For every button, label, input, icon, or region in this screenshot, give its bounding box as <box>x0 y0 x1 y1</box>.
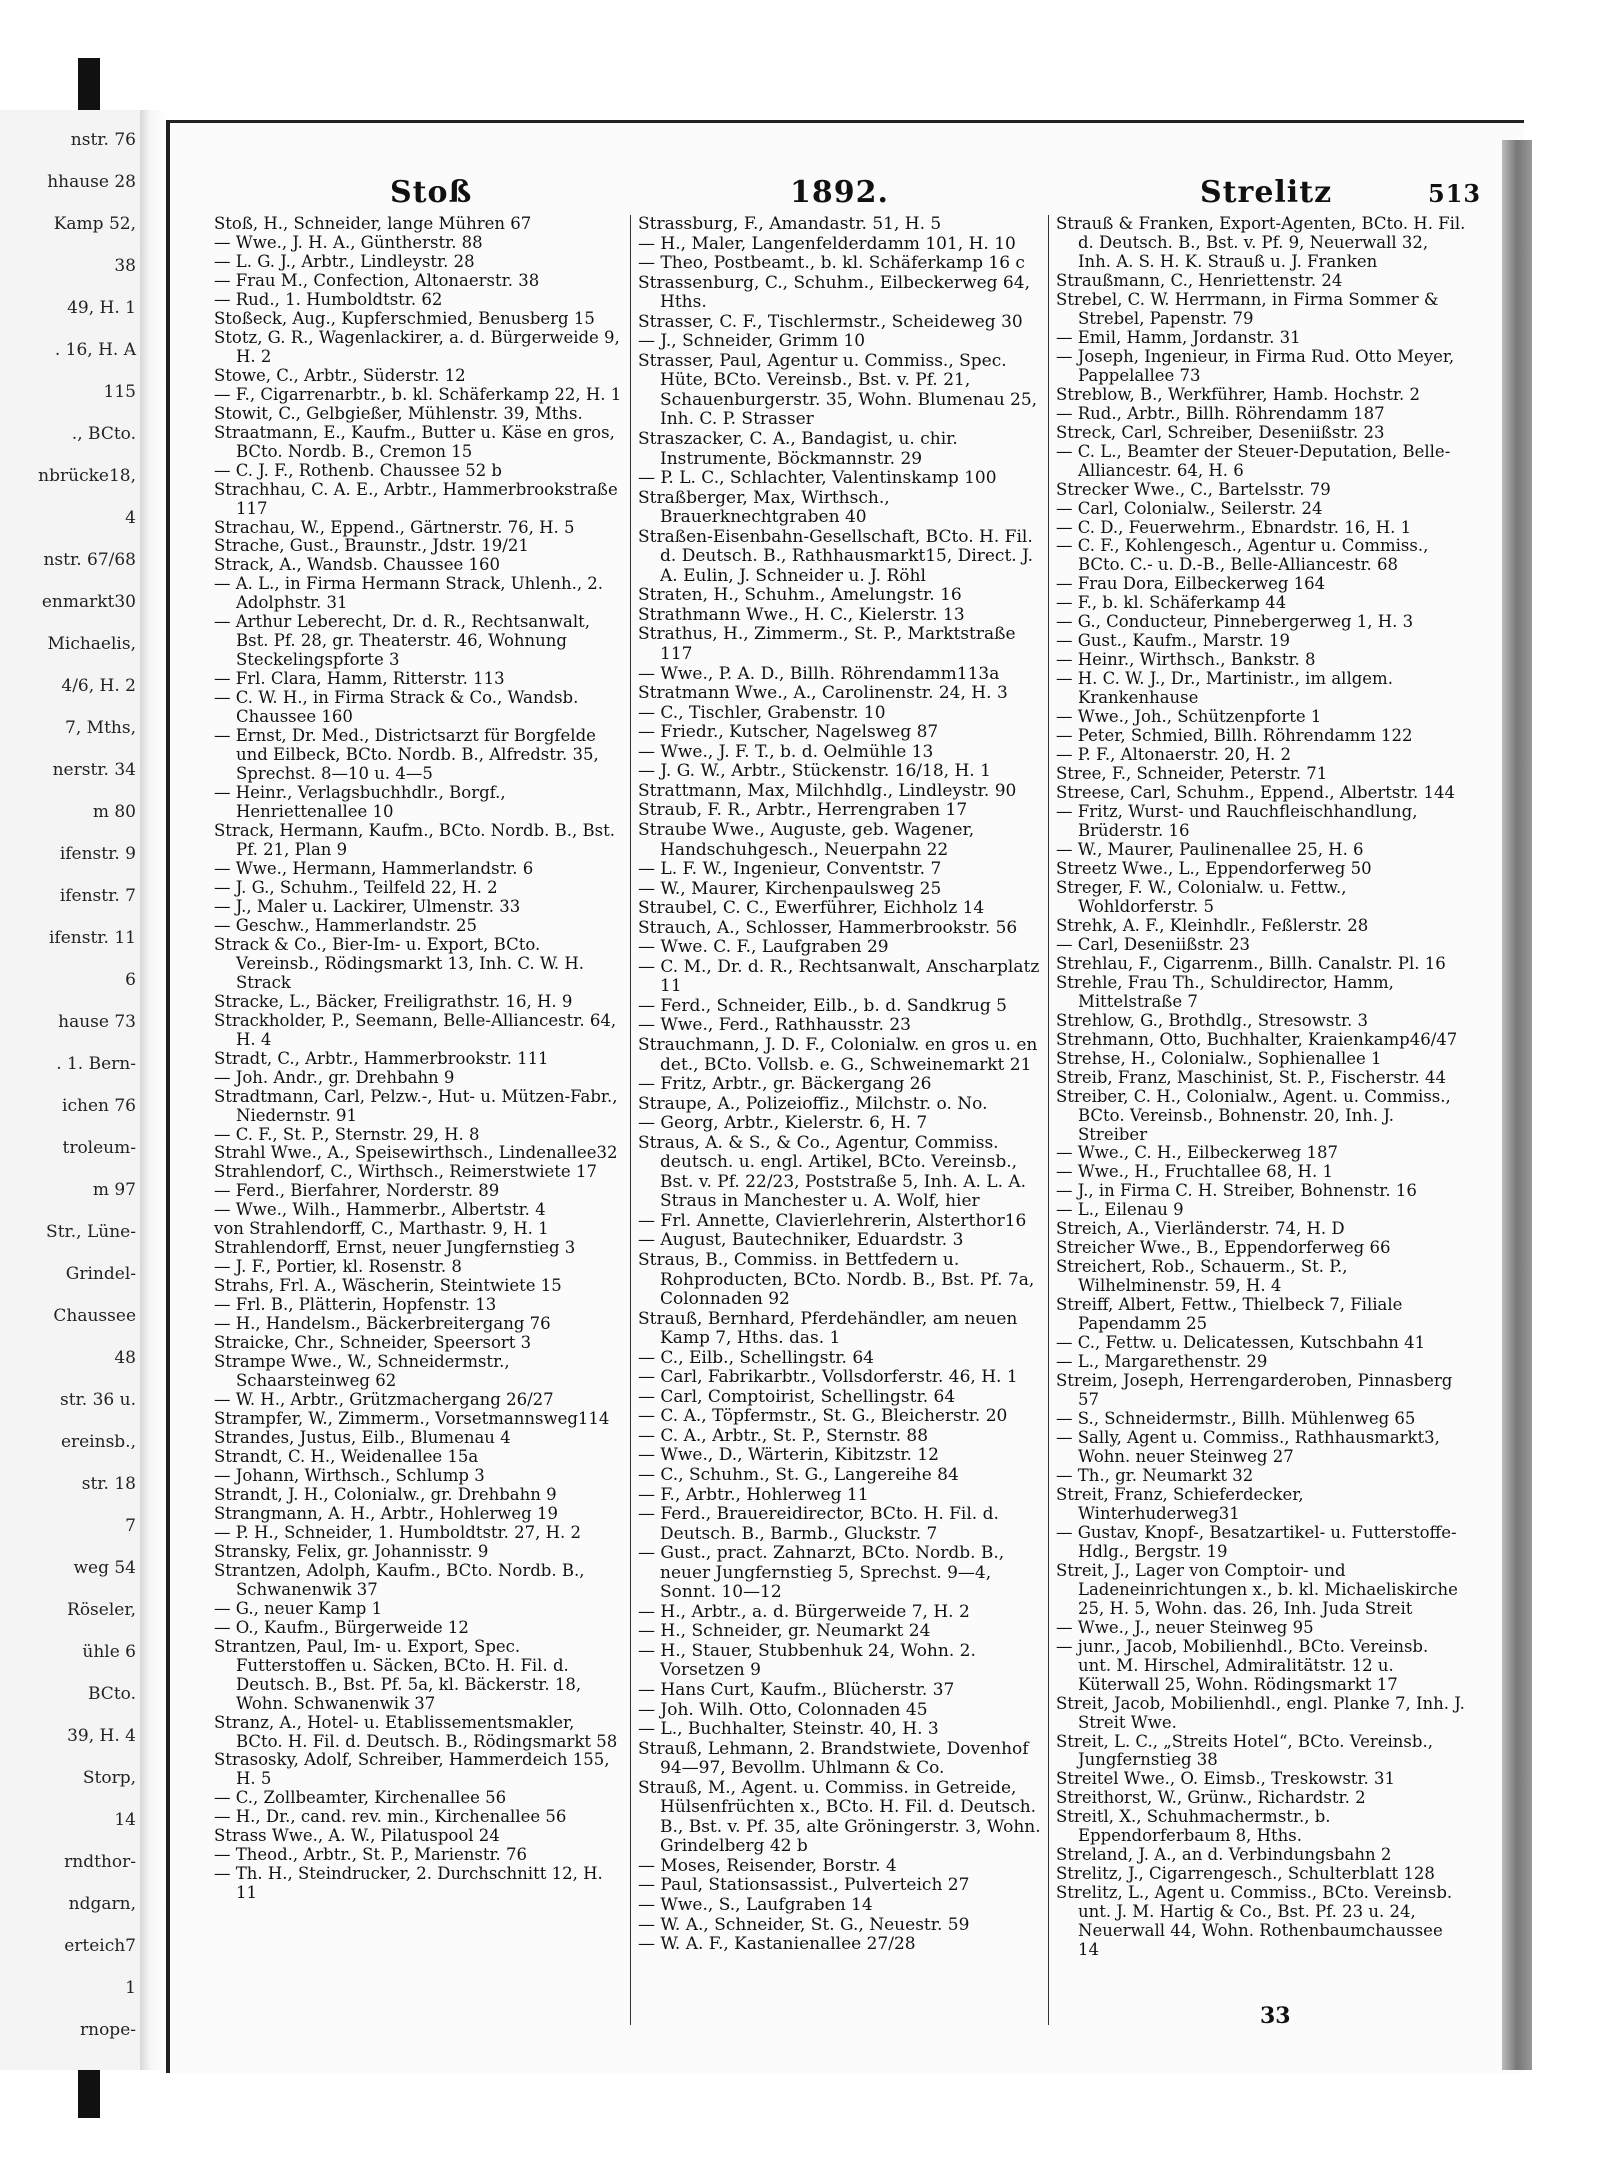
directory-entry: — C. D., Feuerwehrm., Ebnardstr. 16, H. 1 <box>1056 517 1412 537</box>
previous-page-line: weg 54 <box>73 1558 136 1578</box>
directory-entry: — Theo, Postbeamt., b. kl. Schäferkamp 16 c <box>638 253 1025 274</box>
previous-page-line: 49, H. 1 <box>67 298 136 318</box>
directory-page <box>166 120 1524 2073</box>
directory-entry: Streib, Franz, Maschinist, St. P., Fischerstr. 44 <box>1056 1067 1447 1087</box>
directory-entry: — W. H., Arbtr., Grützmachergang 26/27 <box>214 1390 554 1410</box>
header-right-catchword: Strelitz <box>1200 175 1333 210</box>
directory-entry: Straubel, C. C., Ewerführer, Eichholz 14 <box>638 898 985 919</box>
directory-entry: — Wwe., P. A. D., Billh. Röhrendamm113a <box>638 663 1000 684</box>
directory-entry: Straupe, A., Polizeioffiz., Milchstr. o. No. <box>638 1093 988 1114</box>
directory-entry: — H., Arbtr., a. d. Bürgerweide 7, H. 2 <box>638 1601 970 1622</box>
directory-entry: Strack, A., Wandsb. Chaussee 160 <box>214 555 501 575</box>
directory-entry: — Heinr., Verlagsbuchhdlr., Borgf., Henriettenallee 10 <box>214 783 506 822</box>
previous-page-line: Str., Lüne- <box>46 1222 136 1242</box>
previous-page-line: . 1. Bern- <box>56 1054 136 1074</box>
directory-entry: — L. F. W., Ingenieur, Conventstr. 7 <box>638 859 942 880</box>
directory-entry: — Ferd., Bierfahrer, Norderstr. 89 <box>214 1181 500 1201</box>
directory-entry: — C., Eilb., Schellingstr. 64 <box>638 1347 874 1368</box>
directory-entry: Strahlendorff, Ernst, neuer Jungfernstieg 3 <box>214 1238 576 1258</box>
directory-entry: Strassenburg, C., Schuhm., Eilbeckerweg 64, Hths. <box>638 272 1030 313</box>
directory-entry: — Peter, Schmied, Billh. Röhrendamm 122 <box>1056 726 1413 746</box>
directory-entry: — S., Schneidermstr., Billh. Mühlenweg 65 <box>1056 1409 1416 1429</box>
directory-entry: Strahs, Frl. A., Wäscherin, Steintwiete 15 <box>214 1276 562 1296</box>
directory-entry: Stree, F., Schneider, Peterstr. 71 <box>1056 764 1328 784</box>
directory-entry: — Ferd., Schneider, Eilb., b. d. Sandkrug 5 <box>638 995 1007 1016</box>
directory-entry: — C. W. H., in Firma Strack & Co., Wandsb. Chaussee 160 <box>214 688 579 727</box>
directory-entry: — O., Kaufm., Bürgerweide 12 <box>214 1617 469 1637</box>
directory-entry: Straube Wwe., Auguste, geb. Wagener, Handschuhgesch., Neuerpahn 22 <box>638 819 975 860</box>
directory-entry: Streit, L. C., „Streits Hotel“, BCto. Vereinsb., Jungfernstieg 38 <box>1056 1731 1433 1770</box>
directory-entry: — Joseph, Ingenieur, in Firma Rud. Otto Meyer, Pappelallee 73 <box>1056 346 1455 385</box>
directory-entry: — Emil, Hamm, Jordanstr. 31 <box>1056 327 1301 347</box>
directory-entry: Strecker Wwe., C., Bartelsstr. 79 <box>1056 479 1331 499</box>
directory-entry: Strandes, Justus, Eilb., Blumenau 4 <box>214 1428 511 1447</box>
directory-entry: — H., Handelsm., Bäckerbreitergang 76 <box>214 1314 551 1334</box>
directory-entry: Straatmann, E., Kaufm., Butter u. Käse en gros, BCto. Nordb. B., Cremon 15 <box>214 422 615 461</box>
page-edge-shadow <box>1502 140 1532 2070</box>
previous-page-line: ichen 76 <box>62 1096 136 1116</box>
directory-entry: — Rud., 1. Humboldtstr. 62 <box>214 289 443 309</box>
previous-page-line: Kamp 52, <box>53 214 136 234</box>
directory-entry: Strantzen, Paul, Im- u. Export, Spec. Futterstoffen u. Säcken, BCto. H. Fil. d. Deutsch. B., Bst. Pf. 5a, kl. Bäckerstr. 18, Wohn. Schwanenwik 37 <box>214 1636 582 1713</box>
previous-page-line: nbrücke18, <box>38 466 136 486</box>
directory-entry: Stowe, C., Arbtr., Süderstr. 12 <box>214 365 466 385</box>
directory-entry: Streetz Wwe., L., Eppendorferweg 50 <box>1056 858 1372 878</box>
previous-page-line: erteich7 <box>64 1936 136 1956</box>
previous-page-line: 38 <box>114 256 136 276</box>
directory-entry: Straten, H., Schuhm., Amelungstr. 16 <box>638 585 962 606</box>
directory-entry: — Wwe., H., Fruchtallee 68, H. 1 <box>1056 1162 1333 1182</box>
signature-mark: 33 <box>1260 2003 1291 2029</box>
previous-page-line: 7, Mths, <box>65 718 136 738</box>
directory-entry: — F., Cigarrenarbtr., b. kl. Schäferkamp 22, H. 1 <box>214 384 622 404</box>
directory-entry: Strelitz, J., Cigarrengesch., Schulterblatt 128 <box>1056 1864 1435 1884</box>
previous-page-line: str. 18 <box>81 1474 136 1494</box>
previous-page-line: nerstr. 34 <box>52 760 136 780</box>
directory-entry: Strasser, Paul, Agentur u. Commiss., Spec. Hüte, BCto. Vereinsb., Bst. v. Pf. 21, Schauenburgerstr. 35, Wohn. Blumenau 25, Inh. C. P. Strasser <box>638 350 1038 430</box>
directory-entry: Strehse, H., Colonialw., Sophienallee 1 <box>1056 1048 1382 1068</box>
previous-page-line: hause 73 <box>58 1012 136 1032</box>
directory-entry: Strandt, J. H., Colonialw., gr. Drehbahn 9 <box>214 1484 557 1504</box>
directory-entry: — Carl, Deseniißstr. 23 <box>1056 934 1250 954</box>
directory-entry: Streland, J. A., an d. Verbindungsbahn 2 <box>1056 1845 1392 1865</box>
directory-entry: Stransky, Felix, gr. Johannisstr. 9 <box>214 1541 489 1561</box>
directory-entry: — J., Maler u. Lackirer, Ulmenstr. 33 <box>214 896 521 916</box>
directory-entry: Streit, Jacob, Mobilienhdl., engl. Planke 7, Inh. J. Streit Wwe. <box>1056 1693 1465 1732</box>
directory-entry: Strauß, Bernhard, Pferdehändler, am neuen Kamp 7, Hths. das. 1 <box>638 1308 1018 1349</box>
directory-entry: Straßberger, Max, Wirthsch., Brauerknechtgraben 40 <box>638 487 890 528</box>
directory-entry: Stradt, C., Arbtr., Hammerbrookstr. 111 <box>214 1048 549 1068</box>
directory-entry: — Geschw., Hammerlandstr. 25 <box>214 915 478 935</box>
directory-entry: Strauch, A., Schlosser, Hammerbrookstr. 56 <box>638 917 1018 938</box>
previous-page-line: 7 <box>125 1516 136 1536</box>
directory-entry: — Gust., pract. Zahnarzt, BCto. Nordb. B., neuer Jungfernstieg 5, Sprechst. 9—4, Sonnt. 10—12 <box>638 1543 1005 1603</box>
page-header <box>170 175 1524 215</box>
directory-entry: Strahlendorf, C., Wirthsch., Reimerstwiete 17 <box>214 1162 597 1182</box>
directory-entry: Strauß, Lehmann, 2. Brandstwiete, Dovenhof 94—97, Bevollm. Uhlmann & Co. <box>638 1738 1029 1779</box>
directory-entry: — Wwe., C. H., Eilbeckerweg 187 <box>1056 1143 1338 1163</box>
directory-entry: — Carl, Fabrikarbtr., Vollsdorferstr. 46, H. 1 <box>638 1367 1018 1388</box>
directory-entry: Strangmann, A. H., Arbtr., Hohlerweg 19 <box>214 1503 558 1523</box>
directory-entry: Streblow, B., Werkführer, Hamb. Hochstr. 2 <box>1056 384 1420 404</box>
directory-entry: — C., Tischler, Grabenstr. 10 <box>638 702 886 723</box>
directory-entry: — Carl, Colonialw., Seilerstr. 24 <box>1056 498 1323 518</box>
directory-entry: — H., Dr., cand. rev. min., Kirchenallee 56 <box>214 1807 567 1827</box>
directory-entry: — L., Eilenau 9 <box>1056 1200 1184 1220</box>
directory-entry: Strack & Co., Bier-Im- u. Export, BCto. Vereinsb., Rödingsmarkt 13, Inh. C. W. H. Strack <box>214 934 585 992</box>
directory-entry: Stotz, G. R., Wagenlackirer, a. d. Bürgerweide 9, H. 2 <box>214 327 620 366</box>
directory-entry: Strachau, W., Eppend., Gärtnerstr. 76, H. 5 <box>214 517 575 537</box>
directory-entry: — G., neuer Kamp 1 <box>214 1598 383 1618</box>
directory-entry: — P. L. C., Schlachter, Valentinskamp 100 <box>638 468 997 489</box>
directory-entry: — W., Maurer, Paulinenallee 25, H. 6 <box>1056 839 1364 859</box>
directory-entry: — H., Maler, Langenfelderdamm 101, H. 10 <box>638 233 1016 254</box>
directory-entry: — Wwe., J. H. A., Güntherstr. 88 <box>214 232 483 252</box>
directory-entry: Strehmann, Otto, Buchhalter, Kraienkamp46/47 <box>1056 1029 1458 1049</box>
previous-page-line: ereinsb., <box>60 1432 136 1452</box>
directory-entry: Stoßeck, Aug., Kupferschmied, Benusberg 15 <box>214 308 595 328</box>
previous-page-line: nstr. 76 <box>70 130 136 150</box>
previous-page-line: 48 <box>114 1348 136 1368</box>
directory-entry: Strehlow, G., Brothdlg., Stresowstr. 3 <box>1056 1010 1369 1030</box>
directory-entry: — Carl, Comptoirist, Schellingstr. 64 <box>638 1386 956 1407</box>
directory-entry: Streiff, Albert, Fettw., Thielbeck 7, Filiale Papendamm 25 <box>1056 1295 1403 1334</box>
directory-entry: — C., Fettw. u. Delicatessen, Kutschbahn 41 <box>1056 1333 1426 1353</box>
previous-page-line: ifenstr. 7 <box>59 886 136 906</box>
directory-entry: — Wwe. C. F., Laufgraben 29 <box>638 937 889 958</box>
directory-entry: Strasosky, Adolf, Schreiber, Hammerdeich 155, H. 5 <box>214 1750 610 1789</box>
directory-entry: Straub, F. R., Arbtr., Herrengraben 17 <box>638 800 968 821</box>
previous-page-line: ndgarn, <box>68 1894 136 1914</box>
directory-entry: — Joh. Andr., gr. Drehbahn 9 <box>214 1067 455 1087</box>
previous-page-line: enmarkt30 <box>41 592 136 612</box>
directory-entry: — H., Stauer, Stubbenhuk 24, Wohn. 2. Vorsetzen 9 <box>638 1640 976 1681</box>
previous-page-line: ifenstr. 9 <box>59 844 136 864</box>
directory-entry: — Theod., Arbtr., St. P., Marienstr. 76 <box>214 1845 528 1865</box>
directory-entry: — F., Arbtr., Hohlerweg 11 <box>638 1484 869 1505</box>
directory-entry: Stranz, A., Hotel- u. Etablissementsmakler, BCto. H. Fil. d. Deutsch. B., Rödingsmarkt 58 <box>214 1712 618 1751</box>
directory-entry: — C. F., St. P., Sternstr. 29, H. 8 <box>214 1124 480 1144</box>
directory-entry: — Th. H., Steindrucker, 2. Durchschnitt 12, H. 11 <box>214 1864 603 1903</box>
directory-column-1 <box>214 215 624 1903</box>
directory-entry: — Gust., Kaufm., Marstr. 19 <box>1056 631 1290 651</box>
directory-entry: Streit, Franz, Schieferdecker, Winterhuderweg31 <box>1056 1484 1304 1523</box>
directory-entry: Stratmann Wwe., A., Carolinenstr. 24, H. 3 <box>638 683 1008 704</box>
directory-entry: — H. C. W. J., Dr., Martinistr., im allgem. Krankenhause <box>1056 669 1393 708</box>
previous-page-line: hhause 28 <box>47 172 136 192</box>
previous-page-line: 4 <box>125 508 136 528</box>
directory-entry: — C., Schuhm., St. G., Langereihe 84 <box>638 1465 959 1485</box>
directory-entry: — Wwe., Ferd., Rathhausstr. 23 <box>638 1015 911 1036</box>
directory-entry: — Frau M., Confection, Altonaerstr. 38 <box>214 270 540 290</box>
directory-entry: — J., in Firma C. H. Streiber, Bohnenstr. 16 <box>1056 1181 1417 1201</box>
directory-entry: Streit, J., Lager von Comptoir- und Ladeneinrichtungen x., b. kl. Michaeliskirche 25, H. 5, Wohn. das. 26, Inh. Juda Streit <box>1056 1560 1458 1618</box>
directory-entry: — G., Conducteur, Pinnebergerweg 1, H. 3 <box>1056 612 1414 632</box>
previous-page-line: str. 36 u. <box>59 1390 136 1410</box>
directory-entry: Stracke, L., Bäcker, Freiligrathstr. 16, H. 9 <box>214 991 573 1011</box>
column-rule <box>630 215 631 2025</box>
directory-entry: — J. G. W., Arbtr., Stückenstr. 16/18, H. 1 <box>638 761 991 782</box>
previous-page-line: Storp, <box>82 1768 136 1788</box>
directory-entry: — Wwe., J. F. T., b. d. Oelmühle 13 <box>638 741 934 762</box>
directory-entry: — F., b. kl. Schäferkamp 44 <box>1056 593 1287 613</box>
previous-page-line: 6 <box>125 970 136 990</box>
directory-entry: — Johann, Wirthsch., Schlump 3 <box>214 1465 485 1485</box>
directory-entry: Stradtmann, Carl, Pelzw.-, Hut- u. Mützen-Fabr., Niedernstr. 91 <box>214 1086 618 1125</box>
directory-entry: — Wwe., S., Laufgraben 14 <box>638 1895 873 1916</box>
directory-entry: — Wwe., D., Wärterin, Kibitzstr. 12 <box>638 1445 939 1466</box>
directory-entry: Strasser, C. F., Tischlermstr., Scheideweg 30 <box>638 311 1023 332</box>
directory-entry: von Strahlendorff, C., Marthastr. 9, H. 1 <box>214 1219 549 1239</box>
directory-entry: — Rud., Arbtr., Billh. Röhrendamm 187 <box>1056 403 1385 423</box>
directory-entry: — H., Schneider, gr. Neumarkt 24 <box>638 1621 931 1642</box>
directory-entry: — C. F., Kohlengesch., Agentur u. Commiss., BCto. C.- u. D.-B., Belle-Alliancestr. 68 <box>1056 536 1429 575</box>
directory-entry: Strattmann, Max, Milchhdlg., Lindleystr. 90 <box>638 780 1017 801</box>
previous-page-line: Michaelis, <box>47 634 136 654</box>
directory-entry: — junr., Jacob, Mobilienhdl., BCto. Vereinsb. unt. M. Hirschel, Admiralitätstr. 12 u. Küterwall 25, Wohn. Rödingsmarkt 17 <box>1056 1636 1429 1694</box>
previous-page-line: 39, H. 4 <box>67 1726 136 1746</box>
directory-entry: — Sally, Agent u. Commiss., Rathhausmarkt3, Wohn. neuer Steinweg 27 <box>1056 1428 1440 1466</box>
directory-entry: Stoß, H., Schneider, lange Mühren 67 <box>214 214 532 233</box>
directory-entry: Strampe Wwe., W., Schneidermstr., Schaarsteinweg 62 <box>214 1352 510 1391</box>
directory-entry: — W., Maurer, Kirchenpaulsweg 25 <box>638 878 942 899</box>
directory-entry: — Ernst, Dr. Med., Districtsarzt für Borgfelde und Eilbeck, BCto. Nordb. B., Alfredstr. 35, Sprechst. 8—10 u. 4—5 <box>214 726 599 784</box>
directory-entry: Streitel Wwe., O. Eimsb., Treskowstr. 31 <box>1056 1769 1395 1789</box>
directory-entry: Strelitz, L., Agent u. Commiss., BCto. Vereinsb. unt. J. M. Hartig & Co., Bst. Pf. 23 u. 24, Neuerwall 44, Wohn. Rothenbaumchaussee 14 <box>1056 1883 1453 1960</box>
directory-entry: Straßen-Eisenbahn-Gesellschaft, BCto. H. Fil. d. Deutsch. B., Rathhausmarkt15, Direct. J. A. Eulin, J. Schneider u. J. Röhl <box>638 526 1033 586</box>
directory-entry: Strauß & Franken, Export-Agenten, BCto. H. Fil. d. Deutsch. B., Bst. v. Pf. 9, Neuerwall 32, Inh. A. S. H. K. Strauß u. J. Franken <box>1056 214 1466 271</box>
directory-column-3 <box>1056 215 1466 1960</box>
column-rule <box>1048 215 1049 2025</box>
previous-page-line: troleum- <box>62 1138 136 1158</box>
directory-entry: Strehlau, F., Cigarrenm., Billh. Canalstr. Pl. 16 <box>1056 953 1446 973</box>
book-gutter <box>140 110 166 2070</box>
directory-entry: Straußmann, C., Henriettenstr. 24 <box>1056 270 1343 290</box>
header-left-catchword: Stoß <box>390 175 473 210</box>
directory-entry: — L. G. J., Arbtr., Lindleystr. 28 <box>214 251 475 271</box>
directory-entry: Streithorst, W., Grünw., Richardstr. 2 <box>1056 1788 1366 1808</box>
directory-entry: Streichert, Rob., Schauerm., St. P., Wilhelminenstr. 59, H. 4 <box>1056 1257 1348 1296</box>
previous-page-line: nstr. 67/68 <box>43 550 136 570</box>
directory-entry: Streicher Wwe., B., Eppendorferweg 66 <box>1056 1238 1391 1258</box>
directory-entry: — W. A., Schneider, St. G., Neuestr. 59 <box>638 1914 970 1935</box>
directory-entry: — C. A., Arbtr., St. P., Sternstr. 88 <box>638 1425 929 1446</box>
directory-entry: Straus, A. & S., & Co., Agentur, Commiss. deutsch. u. engl. Artikel, BCto. Vereinsb., Bst. v. Pf. 22/23, Poststraße 5, Inh. A. L. A. Straus in Manchester u. A. Wolf, hier <box>638 1132 1027 1212</box>
previous-page-line: Röseler, <box>67 1600 136 1620</box>
directory-entry: Strackholder, P., Seemann, Belle-Alliancestr. 64, H. 4 <box>214 1010 617 1049</box>
previous-page-line: 1 <box>125 1978 136 1998</box>
directory-entry: — P. H., Schneider, 1. Humboldtstr. 27, H. 2 <box>214 1522 581 1542</box>
directory-entry: — Wwe., Hermann, Hammerlandstr. 6 <box>214 858 534 878</box>
directory-entry: Streese, Carl, Schuhm., Eppend., Albertstr. 144 <box>1056 783 1456 803</box>
header-year: 1892. <box>790 175 889 210</box>
previous-page-line: 14 <box>114 1810 136 1830</box>
directory-entry: — Friedr., Kutscher, Nagelsweg 87 <box>638 722 939 743</box>
directory-entry: Strack, Hermann, Kaufm., BCto. Nordb. B., Bst. Pf. 21, Plan 9 <box>214 821 615 859</box>
directory-entry: — Frau Dora, Eilbeckerweg 164 <box>1056 574 1326 594</box>
previous-page-line: ifenstr. 11 <box>49 928 136 948</box>
previous-page-line: . 16, H. A <box>54 340 136 360</box>
directory-entry: Straicke, Chr., Schneider, Speersort 3 <box>214 1333 532 1353</box>
directory-entry: — W. A. F., Kastanienallee 27/28 <box>638 1934 916 1955</box>
directory-entry: — C., Zollbeamter, Kirchenallee 56 <box>214 1788 507 1808</box>
previous-page-line: 4/6, H. 2 <box>61 676 136 696</box>
directory-entry: — Paul, Stationsassist., Pulverteich 27 <box>638 1875 970 1896</box>
directory-entry: Streitl, X., Schuhmachermstr., b. Eppendorferbaum 8, Hths. <box>1056 1807 1331 1846</box>
directory-entry: Strantzen, Adolph, Kaufm., BCto. Nordb. B., Schwanenwik 37 <box>214 1560 585 1599</box>
directory-entry: — Frl. B., Plätterin, Hopfenstr. 13 <box>214 1295 497 1315</box>
directory-entry: Strauß, M., Agent. u. Commiss. in Getreide, Hülsenfrüchten x., BCto. H. Fil. d. Deutsch. B., Bst. v. Pf. 35, alte Gröningerstr. 3, Wohn. Grindelberg 42 b <box>638 1777 1041 1857</box>
previous-page-line: 115 <box>103 382 136 402</box>
directory-entry: Strahl Wwe., A., Speisewirthsch., Lindenallee32 <box>214 1143 618 1163</box>
directory-entry: — Ferd., Brauereidirector, BCto. H. Fil. d. Deutsch. B., Barmb., Gluckstr. 7 <box>638 1504 999 1544</box>
directory-entry: — L., Margarethenstr. 29 <box>1056 1352 1268 1372</box>
directory-entry: Straus, B., Commiss. in Bettfedern u. Rohproducten, BCto. Nordb. B., Bst. Pf. 7a, Colonnaden 92 <box>638 1249 1035 1310</box>
previous-page-line: Grindel- <box>65 1264 136 1284</box>
directory-entry: — Wwe., Joh., Schützenpforte 1 <box>1056 707 1322 727</box>
directory-entry: — Wwe., J., neuer Steinweg 95 <box>1056 1617 1314 1637</box>
directory-entry: — J., Schneider, Grimm 10 <box>638 331 866 352</box>
previous-page-line: m 80 <box>92 802 136 822</box>
directory-entry: — C. M., Dr. d. R., Rechtsanwalt, Anscharplatz 11 <box>638 956 1040 997</box>
previous-page-line: Chaussee <box>53 1306 136 1326</box>
directory-entry: Streich, A., Vierländerstr. 74, H. D <box>1056 1219 1345 1239</box>
directory-entry: — Hans Curt, Kaufm., Blücherstr. 37 <box>638 1680 955 1701</box>
directory-entry: — Fritz, Wurst- und Rauchfleischhandlung, Brüderstr. 16 <box>1056 802 1418 840</box>
directory-entry: — Th., gr. Neumarkt 32 <box>1056 1465 1254 1485</box>
directory-entry: Streger, F. W., Colonialw. u. Fettw., Wohldorferstr. 5 <box>1056 877 1347 916</box>
directory-entry: — Frl. Annette, Clavierlehrerin, Alsterthor16 <box>638 1210 1027 1231</box>
directory-entry: — J. F., Portier, kl. Rosenstr. 8 <box>214 1257 462 1277</box>
directory-entry: — P. F., Altonaerstr. 20, H. 2 <box>1056 745 1292 765</box>
directory-entry: — J. G., Schuhm., Teilfeld 22, H. 2 <box>214 877 498 897</box>
previous-page-line: BCto. <box>88 1684 136 1704</box>
directory-entry: Streck, Carl, Schreiber, Deseniißstr. 23 <box>1056 422 1385 442</box>
previous-page-line: ühle 6 <box>82 1642 136 1662</box>
page-number: 513 <box>1428 179 1482 208</box>
previous-page-fragment <box>0 110 140 2070</box>
directory-entry: — Heinr., Wirthsch., Bankstr. 8 <box>1056 650 1316 670</box>
directory-entry: Strathmann Wwe., H. C., Kielerstr. 13 <box>638 604 965 625</box>
directory-entry: — A. L., in Firma Hermann Strack, Uhlenh., 2. Adolphstr. 31 <box>214 574 604 613</box>
directory-entry: — Joh. Wilh. Otto, Colonnaden 45 <box>638 1699 928 1720</box>
directory-entry: — Gustav, Knopf-, Besatzartikel- u. Futterstoffe-Hdlg., Bergstr. 19 <box>1056 1522 1457 1561</box>
directory-entry: Strandt, C. H., Weidenallee 15a <box>214 1446 479 1466</box>
directory-entry: Streiber, C. H., Colonialw., Agent. u. Commiss., BCto. Vereinsb., Bohnenstr. 20, Inh. J. Streiber <box>1056 1086 1451 1144</box>
directory-column-2 <box>638 215 1048 1955</box>
directory-entry: Strebel, C. W. Herrmann, in Firma Sommer & Strebel, Papenstr. 79 <box>1056 289 1439 328</box>
directory-entry: Strehle, Frau Th., Schuldirector, Hamm, Mittelstraße 7 <box>1056 972 1394 1011</box>
directory-entry: — Wwe., Wilh., Hammerbr., Albertstr. 4 <box>214 1200 546 1220</box>
previous-page-line: ., BCto. <box>71 424 136 444</box>
directory-entry: Strass Wwe., A. W., Pilatuspool 24 <box>214 1826 500 1846</box>
directory-entry: — C. J. F., Rothenb. Chaussee 52 b <box>214 460 502 480</box>
directory-entry: — August, Bautechniker, Eduardstr. 3 <box>638 1230 964 1251</box>
previous-page-line: m 97 <box>92 1180 136 1200</box>
directory-entry: Strehk, A. F., Kleinhdlr., Feßlerstr. 28 <box>1056 915 1369 935</box>
directory-entry: — Moses, Reisender, Borstr. 4 <box>638 1855 897 1876</box>
directory-entry: Strache, Gust., Braunstr., Jdstr. 19/21 <box>214 536 529 556</box>
directory-entry: Strauchmann, J. D. F., Colonialw. en gros u. en det., BCto. Vollsb. e. G., Schweinemarkt 21 <box>638 1034 1038 1075</box>
directory-entry: Strassburg, F., Amandastr. 51, H. 5 <box>638 214 942 234</box>
directory-entry: — L., Buchhalter, Steinstr. 40, H. 3 <box>638 1719 939 1740</box>
directory-entry: Stowit, C., Gelbgießer, Mühlenstr. 39, Mths. <box>214 403 583 423</box>
directory-entry: — Fritz, Arbtr., gr. Bäckergang 26 <box>638 1074 932 1095</box>
directory-entry: — Arthur Leberecht, Dr. d. R., Rechtsanwalt, Bst. Pf. 28, gr. Theaterstr. 46, Wohnung Steckelingspforte 3 <box>214 612 590 670</box>
directory-entry: Strathus, H., Zimmerm., St. P., Marktstraße 117 <box>638 624 1016 665</box>
previous-page-line: rnope- <box>80 2020 136 2040</box>
directory-entry: — Georg, Arbtr., Kielerstr. 6, H. 7 <box>638 1113 928 1134</box>
directory-entry: — C. A., Töpfermstr., St. G., Bleicherstr. 20 <box>638 1406 1008 1427</box>
previous-page-line: rndthor- <box>64 1852 136 1872</box>
directory-entry: — C. L., Beamter der Steuer-Deputation, Belle-Alliancestr. 64, H. 6 <box>1056 441 1451 480</box>
directory-entry: Straszacker, C. A., Bandagist, u. chir. Instrumente, Böckmannstr. 29 <box>638 429 958 469</box>
directory-entry: Strachhau, C. A. E., Arbtr., Hammerbrookstraße 117 <box>214 479 618 518</box>
directory-entry: Strampfer, W., Zimmerm., Vorsetmannsweg114 <box>214 1409 610 1429</box>
directory-entry: — Frl. Clara, Hamm, Ritterstr. 113 <box>214 669 505 689</box>
directory-entry: Streim, Joseph, Herrengarderoben, Pinnasberg 57 <box>1056 1371 1453 1410</box>
